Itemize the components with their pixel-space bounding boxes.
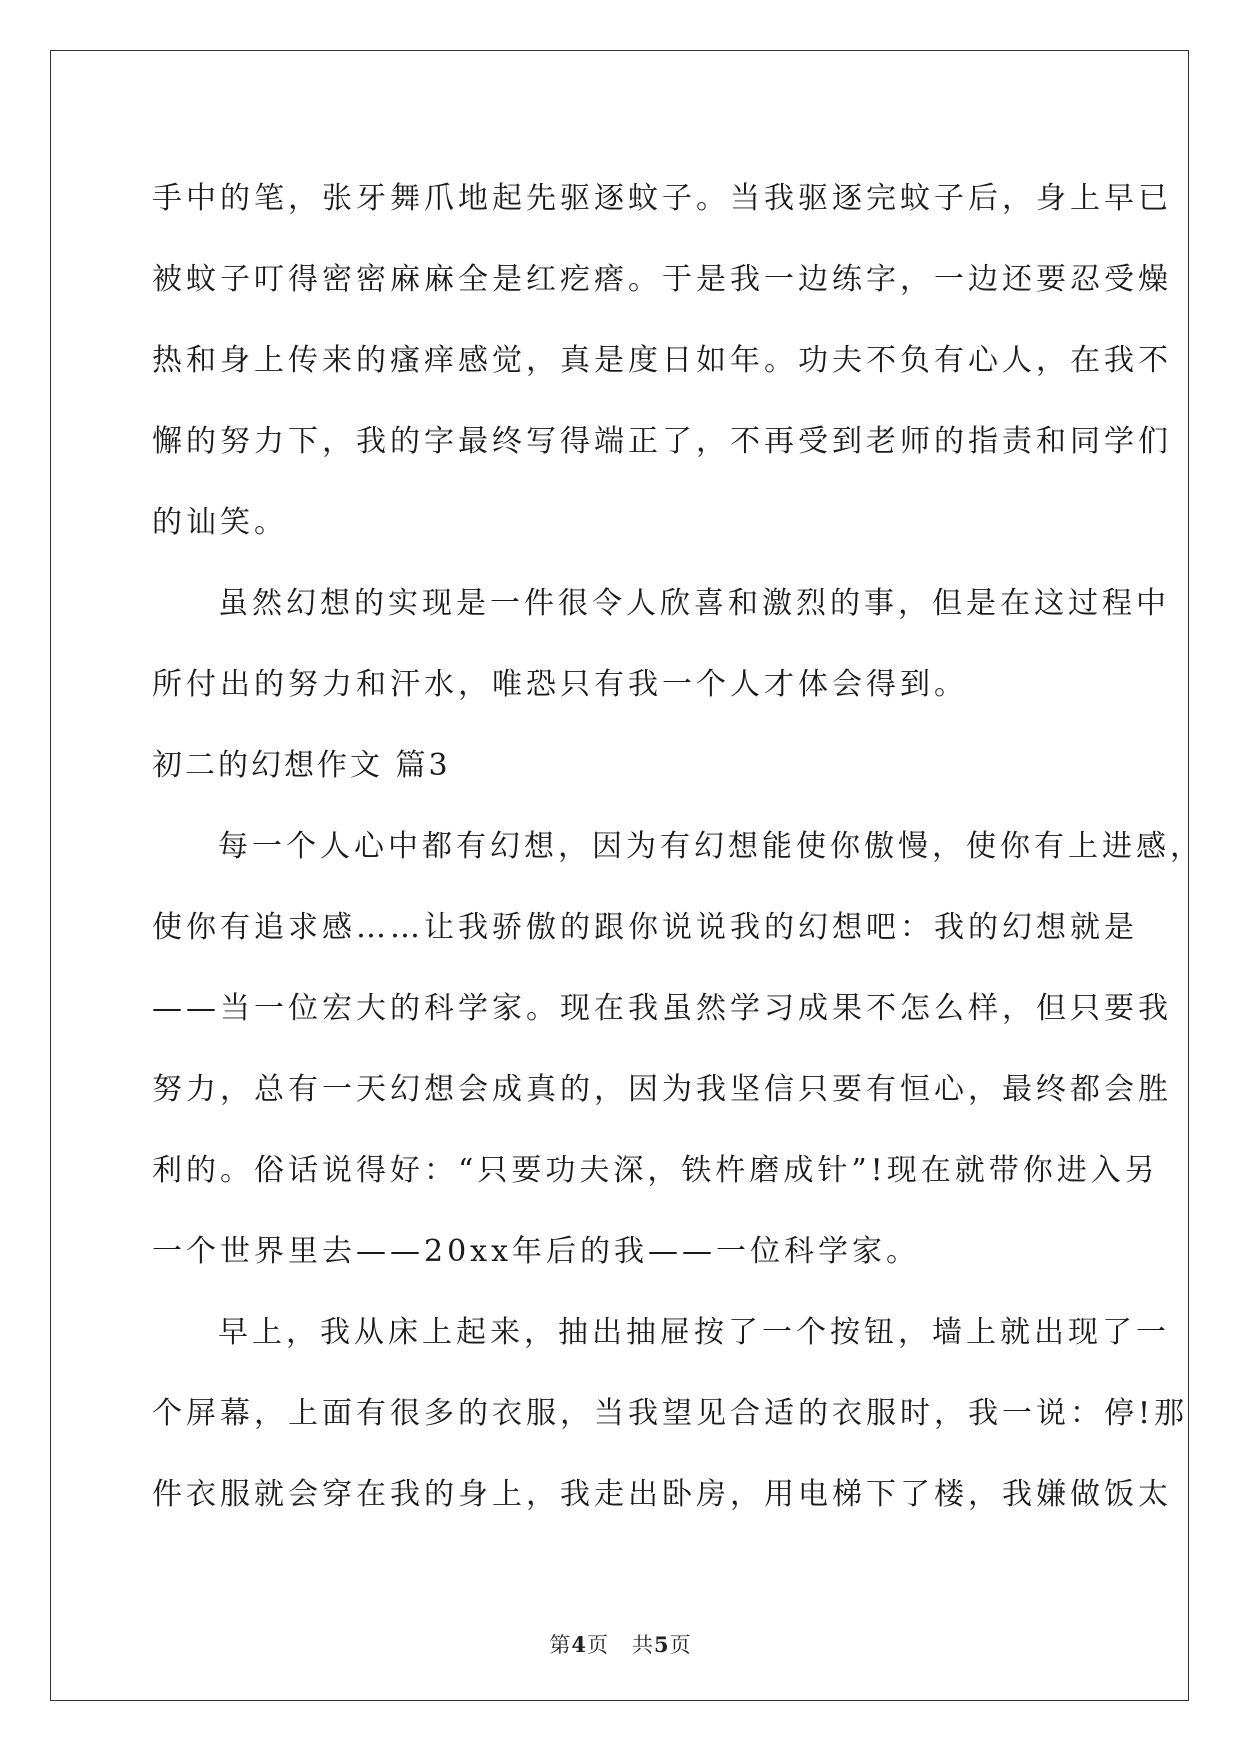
- footer-total-prefix: 共: [632, 1633, 655, 1657]
- paragraph-start-line: 每一个人心中都有幻想，因为有幻想能使你傲慢，使你有上进感，: [218, 829, 1204, 864]
- page-footer: [0, 1629, 1241, 1659]
- text-line: 热和身上传来的瘙痒感觉，真是度日如年。功夫不负有心人，在我不: [152, 343, 1172, 378]
- footer-page-word: 页: [586, 1633, 609, 1657]
- text-line: 手中的笔，张牙舞爪地起先驱逐蚊子。当我驱逐完蚊子后，身上早已: [152, 181, 1172, 216]
- footer-total-suffix: 页: [669, 1633, 692, 1657]
- text-line: 件衣服就会穿在我的身上，我走出卧房，用电梯下了楼，我嫌做饭太: [152, 1477, 1172, 1512]
- footer-prefix: 第: [549, 1633, 572, 1657]
- text-line: 个屏幕，上面有很多的衣服，当我望见合适的衣服时，我一说：停!那: [152, 1396, 1189, 1431]
- current-page-number: 4: [571, 1632, 587, 1657]
- paragraph-start-line: 早上，我从床上起来，抽出抽屉按了一个按钮，墙上就出现了一: [218, 1315, 1170, 1350]
- text-line: 被蚊子叮得密密麻麻全是红疙瘩。于是我一边练字，一边还要忍受燥: [152, 262, 1172, 297]
- total-pages-number: 5: [654, 1632, 670, 1657]
- text-line: 努力，总有一天幻想会成真的，因为我坚信只要有恒心，最终都会胜: [152, 1072, 1172, 1107]
- text-line: 的讪笑。: [152, 505, 288, 540]
- text-line: 利的。俗话说得好：“只要功夫深，铁杵磨成针”!现在就带你进入另: [152, 1153, 1159, 1188]
- document-body: [152, 158, 1204, 1535]
- text-line: 所付出的努力和汗水，唯恐只有我一个人才体会得到。: [152, 667, 968, 702]
- text-line: 使你有追求感……让我骄傲的跟你说说我的幻想吧：我的幻想就是: [152, 910, 1138, 945]
- text-line: 懈的努力下，我的字最终写得端正了，不再受到老师的指责和同学们: [152, 424, 1172, 459]
- text-line: ——当一位宏大的科学家。现在我虽然学习成果不怎么样，但只要我: [152, 991, 1172, 1026]
- text-line: 一个世界里去——20xx年后的我——一位科学家。: [152, 1234, 921, 1269]
- paragraph-start-line: 虽然幻想的实现是一件很令人欣喜和激烈的事，但是在这过程中: [218, 586, 1170, 621]
- section-heading: 初二的幻想作文 篇3: [152, 748, 451, 783]
